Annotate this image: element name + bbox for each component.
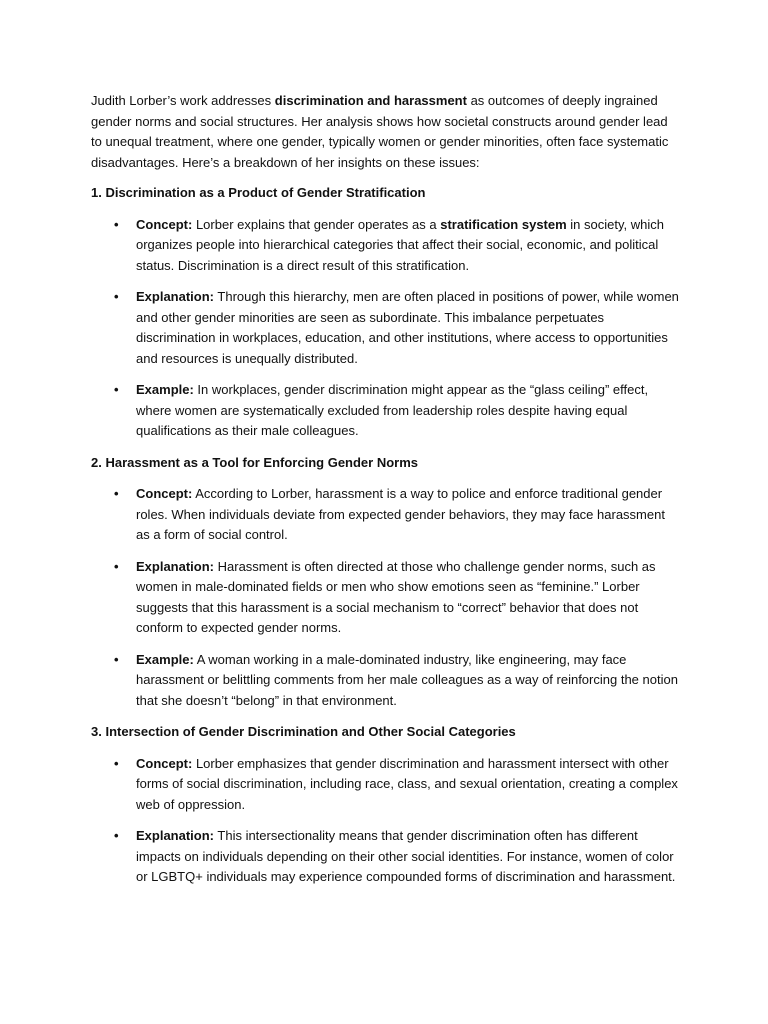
- bullet-icon: •: [114, 216, 119, 232]
- intro-text-1: Judith Lorber’s work addresses: [91, 93, 275, 108]
- item-label: Example:: [136, 382, 194, 397]
- item-bold-term: stratification system: [440, 216, 567, 232]
- item-text: A woman working in a male-dominated industry, like engineering, may face harassment or belittling comments from her male colleagues as a way of reinforcing the notion that she doesn’t “belong” in that environment.: [136, 651, 678, 708]
- list-item: [91, 215, 680, 277]
- item-label: Example:: [136, 651, 194, 667]
- item-text: According to Lorber, harassment is a way to police and enforce traditional gender roles. When individuals deviate from expected gender behaviors, they may face harassment as a form of social control.: [136, 486, 665, 542]
- item-text: Lorber explains that gender operates as a: [192, 216, 441, 232]
- bullet-icon: •: [114, 486, 119, 501]
- bullet-icon: •: [114, 558, 119, 574]
- list-item: [91, 287, 680, 369]
- section-heading: 1. Discrimination as a Product of Gender Stratification: [91, 185, 426, 200]
- item-label: Concept:: [136, 755, 193, 771]
- bullet-icon: •: [114, 755, 119, 771]
- item-label: Explanation:: [136, 828, 215, 843]
- intro-paragraph: [91, 91, 680, 173]
- item-text: In workplaces, gender discrimination might appear as the “glass ceiling” effect, where women are systematically excluded from leadership roles despite having equal qualifications as their male colleagues.: [136, 382, 649, 438]
- intro-bold-term: discrimination and harassment: [274, 93, 467, 108]
- list-item: [91, 484, 680, 546]
- section-3: [91, 722, 680, 888]
- list-item: [91, 557, 680, 639]
- bullet-icon: •: [114, 828, 119, 843]
- bullet-list: [91, 754, 680, 888]
- bullet-icon: •: [114, 382, 119, 397]
- bullet-list: [91, 215, 680, 442]
- intro-text-2: as outcomes of deeply ingrained gender norms and social structures. Her analysis shows how societal constructs around gender lead to unequal treatment, where one gender, typically women or gender minorities, often face systematic disadvantages. Here’s a breakdown of her insights on these issues:: [91, 93, 669, 170]
- item-text: This intersectionality means that gender discrimination often has different impacts on individuals depending on their other social identities. For instance, women of color or LGBTQ+ individuals may experience compounded forms of discrimination and harassment.: [136, 828, 676, 884]
- section-1: [91, 183, 680, 442]
- bullet-icon: •: [114, 289, 119, 304]
- list-item: [91, 826, 680, 888]
- item-text: Harassment is often directed at those who challenge gender norms, such as women in male-dominated fields or men who show emotions seen as “feminine.” Lorber suggests that this harassment is a social mechanism to “correct” behavior that does not conform to expected gender norms.: [136, 558, 656, 635]
- item-label: Explanation:: [136, 558, 215, 574]
- section-heading: 3. Intersection of Gender Discrimination and Other Social Categories: [91, 724, 516, 739]
- list-item: [91, 754, 680, 816]
- bullet-list: [91, 484, 680, 711]
- item-label: Concept:: [136, 486, 193, 501]
- item-label: Concept:: [136, 216, 193, 232]
- item-text: Lorber emphasizes that gender discrimination and harassment intersect with other forms of social discrimination, including race, class, and sexual orientation, creating a complex web of oppression.: [136, 755, 678, 812]
- section-2: [91, 453, 680, 712]
- list-item: [91, 650, 680, 712]
- section-heading: 2. Harassment as a Tool for Enforcing Gender Norms: [91, 454, 419, 470]
- list-item: [91, 380, 680, 442]
- item-text: in society, which organizes people into hierarchical categories that affect their social, economic, and political status. Discrimination is a direct result of this stratification.: [136, 216, 664, 273]
- item-label: Explanation:: [136, 289, 215, 304]
- item-text: Through this hierarchy, men are often placed in positions of power, while women and other gender minorities are seen as subordinate. This imbalance perpetuates discrimination in workplaces, education, and other institutions, where access to opportunities and resources is unequally distributed.: [136, 289, 679, 366]
- bullet-icon: •: [114, 651, 119, 667]
